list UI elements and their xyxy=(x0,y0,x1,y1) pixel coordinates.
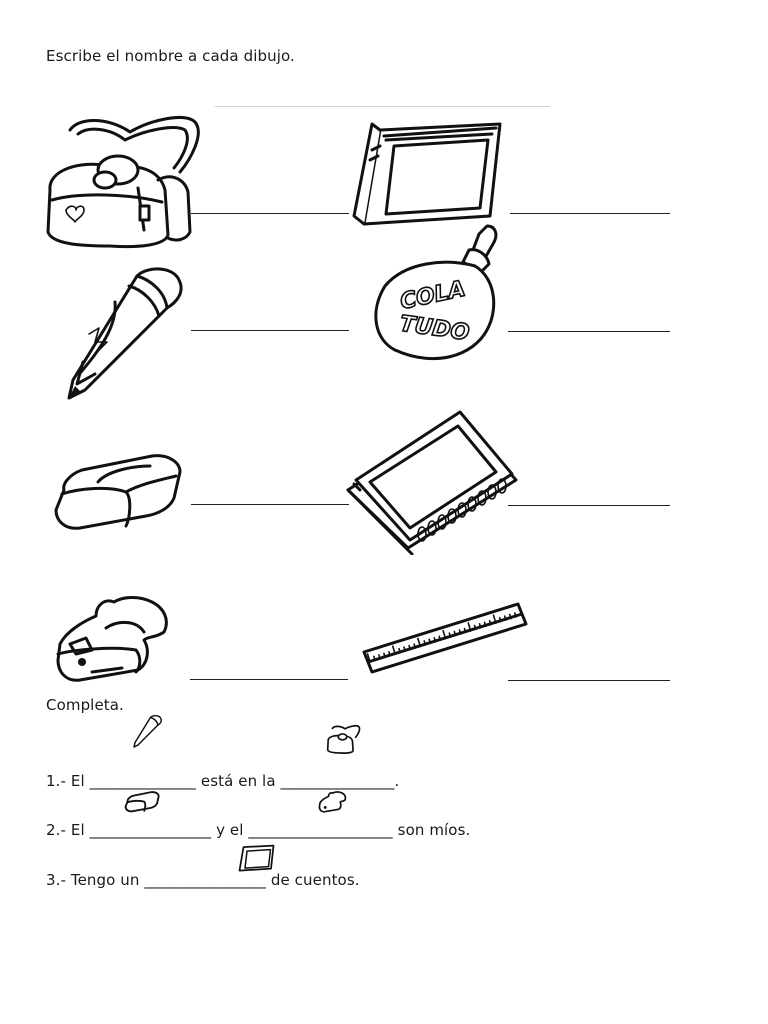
sharpener-icon xyxy=(318,790,348,814)
glue-label-line1: COLA xyxy=(397,276,468,315)
pencil-icon xyxy=(130,714,164,748)
notebook-icon xyxy=(340,410,520,555)
ruler-icon xyxy=(360,598,530,683)
book-icon xyxy=(236,842,276,874)
answer-line-notebook[interactable] xyxy=(508,505,670,506)
answer-line-sharpener[interactable] xyxy=(190,679,348,680)
eraser-icon xyxy=(50,448,185,538)
sentence-2: 2.- El ________________ y el ___________________ son míos. xyxy=(46,821,471,839)
pencil-icon xyxy=(55,262,190,402)
backpack-icon xyxy=(326,724,362,754)
backpack-icon xyxy=(40,110,210,250)
answer-line-eraser[interactable] xyxy=(191,504,349,505)
answer-line-backpack[interactable] xyxy=(191,213,349,214)
answer-line-glue[interactable] xyxy=(508,331,670,332)
answer-line-book[interactable] xyxy=(510,213,670,214)
sharpener-icon xyxy=(52,592,177,687)
book-icon xyxy=(350,116,510,231)
instructions-title: Escribe el nombre a cada dibujo. xyxy=(46,47,295,65)
eraser-icon xyxy=(124,790,160,814)
answer-line-pencil[interactable] xyxy=(191,330,349,331)
sentence-3: 3.- Tengo un ________________ de cuentos. xyxy=(46,871,360,889)
sentence-1: 1.- El ______________ está en la _______________. xyxy=(46,772,400,790)
answer-line-ruler[interactable] xyxy=(508,680,670,681)
scan-artifact-line xyxy=(215,106,550,107)
glue-bottle-icon xyxy=(365,222,525,372)
completa-title: Completa. xyxy=(46,696,124,714)
glue-label-line2: TUDO xyxy=(398,311,471,347)
